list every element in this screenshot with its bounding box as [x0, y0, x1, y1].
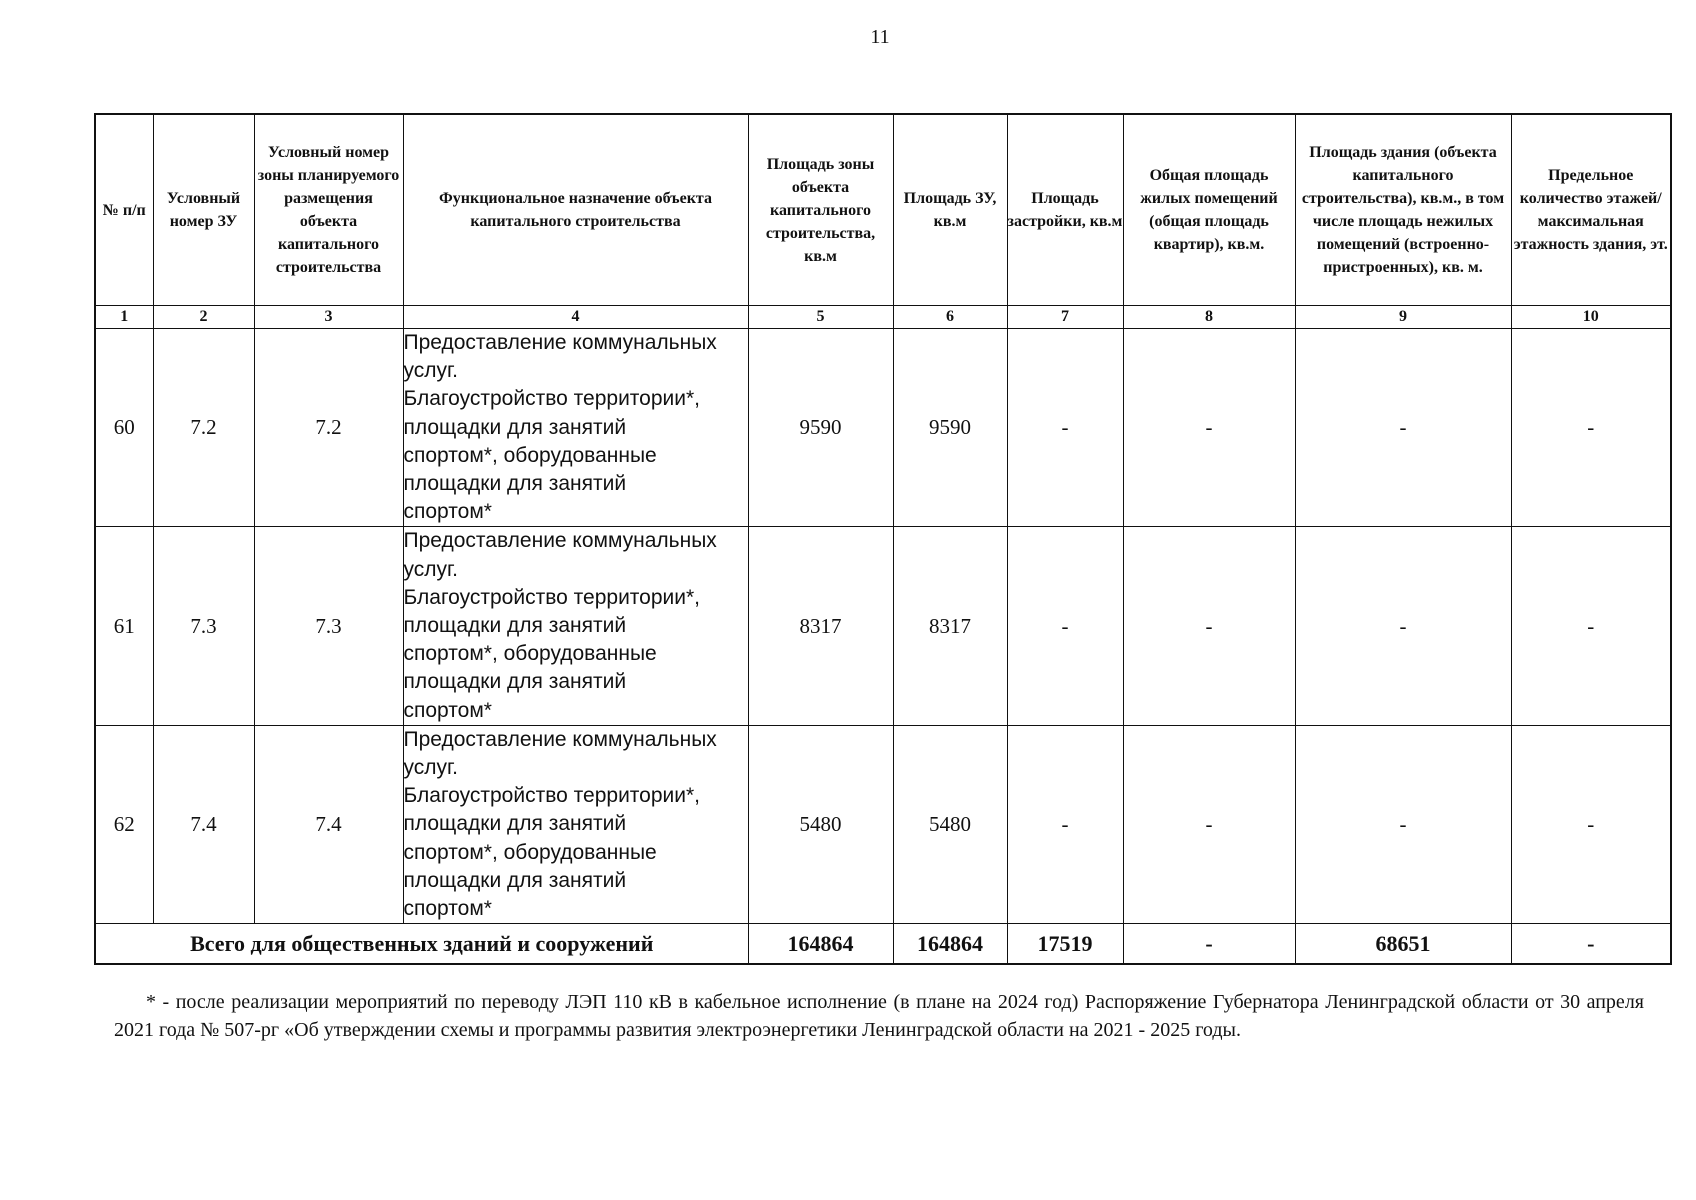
- column-number: 5: [748, 306, 893, 329]
- total-residential-area: -: [1123, 924, 1295, 965]
- zone-area: 5480: [748, 725, 893, 923]
- table-row: [95, 725, 1671, 923]
- residential-area: -: [1123, 329, 1295, 527]
- land-plot-number: 7.2: [153, 329, 254, 527]
- header-cell: Условный номер ЗУ: [153, 114, 254, 306]
- zone-area: 9590: [748, 329, 893, 527]
- functional-purpose: Предоставление коммунальных услуг. Благоустройство территории*, площадки для занятий спортом*, оборудованные площадки для занятий спортом*: [403, 725, 748, 923]
- row-number: 61: [95, 527, 153, 725]
- total-built-area: 17519: [1007, 924, 1123, 965]
- total-label: Всего для общественных зданий и сооружений: [95, 924, 748, 965]
- plot-area: 5480: [893, 725, 1007, 923]
- built-area: -: [1007, 527, 1123, 725]
- zone-number: 7.2: [254, 329, 403, 527]
- total-floor-limit: -: [1511, 924, 1671, 965]
- header-cell: Площадь застройки, кв.м: [1007, 114, 1123, 306]
- table-row: [95, 329, 1671, 527]
- header-row: [95, 114, 1671, 306]
- data-table: [94, 113, 1672, 965]
- functional-purpose: Предоставление коммунальных услуг. Благоустройство территории*, площадки для занятий спортом*, оборудованные площадки для занятий спортом*: [403, 329, 748, 527]
- column-number: 10: [1511, 306, 1671, 329]
- total-plot-area: 164864: [893, 924, 1007, 965]
- residential-area: -: [1123, 527, 1295, 725]
- total-zone-area: 164864: [748, 924, 893, 965]
- row-number: 62: [95, 725, 153, 923]
- floor-limit: -: [1511, 725, 1671, 923]
- header-cell: Условный номер зоны планируемого размещения объекта капитального строительства: [254, 114, 403, 306]
- footnote: * - после реализации мероприятий по переводу ЛЭП 110 кВ в кабельное исполнение (в плане на 2024 год) Распоряжение Губернатора Ленинградской области от 30 апреля 2021 года № 507-рг «Об утверждении схемы и программы развития электроэнергетики Ленинградской области на 2021 - 2025 годы.: [114, 991, 1644, 1041]
- column-number-row: [95, 306, 1671, 329]
- plot-area: 8317: [893, 527, 1007, 725]
- floor-limit: -: [1511, 527, 1671, 725]
- column-number: 7: [1007, 306, 1123, 329]
- header-cell: Площадь здания (объекта капитального строительства), кв.м., в том числе площадь нежилых помещений (встроенно-пристроенных), кв. м.: [1295, 114, 1511, 306]
- column-number: 9: [1295, 306, 1511, 329]
- header-cell: Предельное количество этажей/ максимальная этажность здания, эт.: [1511, 114, 1671, 306]
- header-cell: Площадь ЗУ, кв.м: [893, 114, 1007, 306]
- column-number: 6: [893, 306, 1007, 329]
- column-number: 4: [403, 306, 748, 329]
- total-building-area: 68651: [1295, 924, 1511, 965]
- functional-purpose: Предоставление коммунальных услуг. Благоустройство территории*, площадки для занятий спортом*, оборудованные площадки для занятий спортом*: [403, 527, 748, 725]
- column-number: 3: [254, 306, 403, 329]
- built-area: -: [1007, 329, 1123, 527]
- building-area: -: [1295, 725, 1511, 923]
- floor-limit: -: [1511, 329, 1671, 527]
- land-plot-number: 7.4: [153, 725, 254, 923]
- page-number: 11: [870, 26, 890, 48]
- table-row: [95, 527, 1671, 725]
- column-number: 2: [153, 306, 254, 329]
- column-number: 8: [1123, 306, 1295, 329]
- plot-area: 9590: [893, 329, 1007, 527]
- building-area: -: [1295, 527, 1511, 725]
- residential-area: -: [1123, 725, 1295, 923]
- building-area: -: [1295, 329, 1511, 527]
- zone-number: 7.4: [254, 725, 403, 923]
- zone-number: 7.3: [254, 527, 403, 725]
- column-number: 1: [95, 306, 153, 329]
- row-number: 60: [95, 329, 153, 527]
- zone-area: 8317: [748, 527, 893, 725]
- header-cell: Площадь зоны объекта капитального строительства, кв.м: [748, 114, 893, 306]
- header-cell: Функциональное назначение объекта капитального строительства: [403, 114, 748, 306]
- land-plot-number: 7.3: [153, 527, 254, 725]
- total-row: [95, 924, 1671, 965]
- built-area: -: [1007, 725, 1123, 923]
- header-cell: № п/п: [95, 114, 153, 306]
- header-cell: Общая площадь жилых помещений (общая площадь квартир), кв.м.: [1123, 114, 1295, 306]
